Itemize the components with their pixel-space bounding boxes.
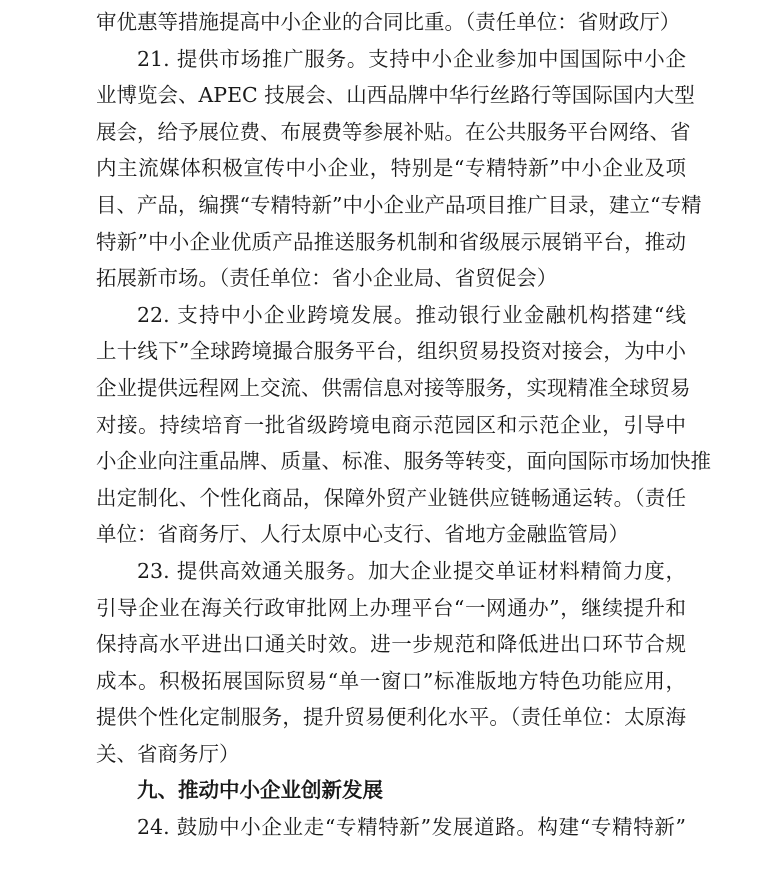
paragraph-21 (96, 41, 702, 297)
text-line: 小企业向注重品牌、质量、标准、服务等转变，面向国际市场加快推 (96, 449, 711, 474)
paragraph-20-tail (96, 4, 686, 41)
text-line: 企业提供远程网上交流、供需信息对接等服务，实现精准全球贸易 (96, 375, 691, 400)
text-line: 审优惠等措施提高中小企业的合同比重。（责任单位：省财政厅） (96, 10, 681, 34)
text-line: 23. 提供高效通关服务。加大企业提交单证材料精简力度， (137, 558, 686, 583)
text-line: 22. 支持中小企业跨境发展。推动银行业金融机构搭建“线 (137, 302, 686, 327)
paragraph-23 (96, 553, 686, 773)
section-heading: 九、推动中小企业创新发展 (137, 778, 383, 803)
text-line: 保持高水平进出口通关时效。进一步规范和降低进出口环节合规 (96, 632, 686, 657)
document-page (96, 0, 711, 846)
text-line: 对接。持续培育一批省级跨境电商示范园区和示范企业，引导中 (96, 412, 686, 437)
text-line: 内主流媒体积极宣传中小企业，特别是“专精特新”中小企业及项 (96, 156, 686, 181)
text-line: 成本。积极拓展国际贸易“单一窗口”标准版地方特色功能应用， (96, 668, 686, 693)
paragraph-24 (96, 809, 686, 846)
text-line: 业博览会、APEC 技展会、山西品牌中华行丝路行等国际国内大型 (96, 83, 695, 108)
text-line: 目、产品，编撰“专精特新”中小企业产品项目推广目录，建立“专精 (96, 192, 702, 217)
text-line: 展会，给予展位费、布展费等参展补贴。在公共服务平台网络、省 (96, 119, 691, 144)
text-line: 特新”中小企业优质产品推送服务机制和省级展示展销平台，推动 (96, 229, 686, 254)
text-line: 提供个性化定制服务，提升贸易便利化水平。（责任单位：太原海 (96, 705, 686, 730)
text-line: 上十线下”全球跨境撮合服务平台，组织贸易投资对接会，为中小 (96, 339, 686, 364)
paragraph-22 (96, 297, 711, 553)
text-line: 关、省商务厅） (96, 741, 240, 766)
text-line: 拓展新市场。（责任单位：省小企业局、省贸促会） (96, 266, 558, 291)
text-line: 24. 鼓励中小企业走“专精特新”发展道路。构建“专精特新” (137, 815, 686, 840)
text-line: 21. 提供市场推广服务。支持中小企业参加中国国际中小企 (137, 46, 686, 71)
text-line: 引导企业在海关行政审批网上办理平台“一网通办”，继续提升和 (96, 595, 686, 620)
text-line: 出定制化、个性化商品，保障外贸产业链供应链畅通运转。（责任 (96, 485, 686, 510)
text-line: 单位：省商务厅、人行太原中心支行、省地方金融监管局） (96, 522, 629, 547)
